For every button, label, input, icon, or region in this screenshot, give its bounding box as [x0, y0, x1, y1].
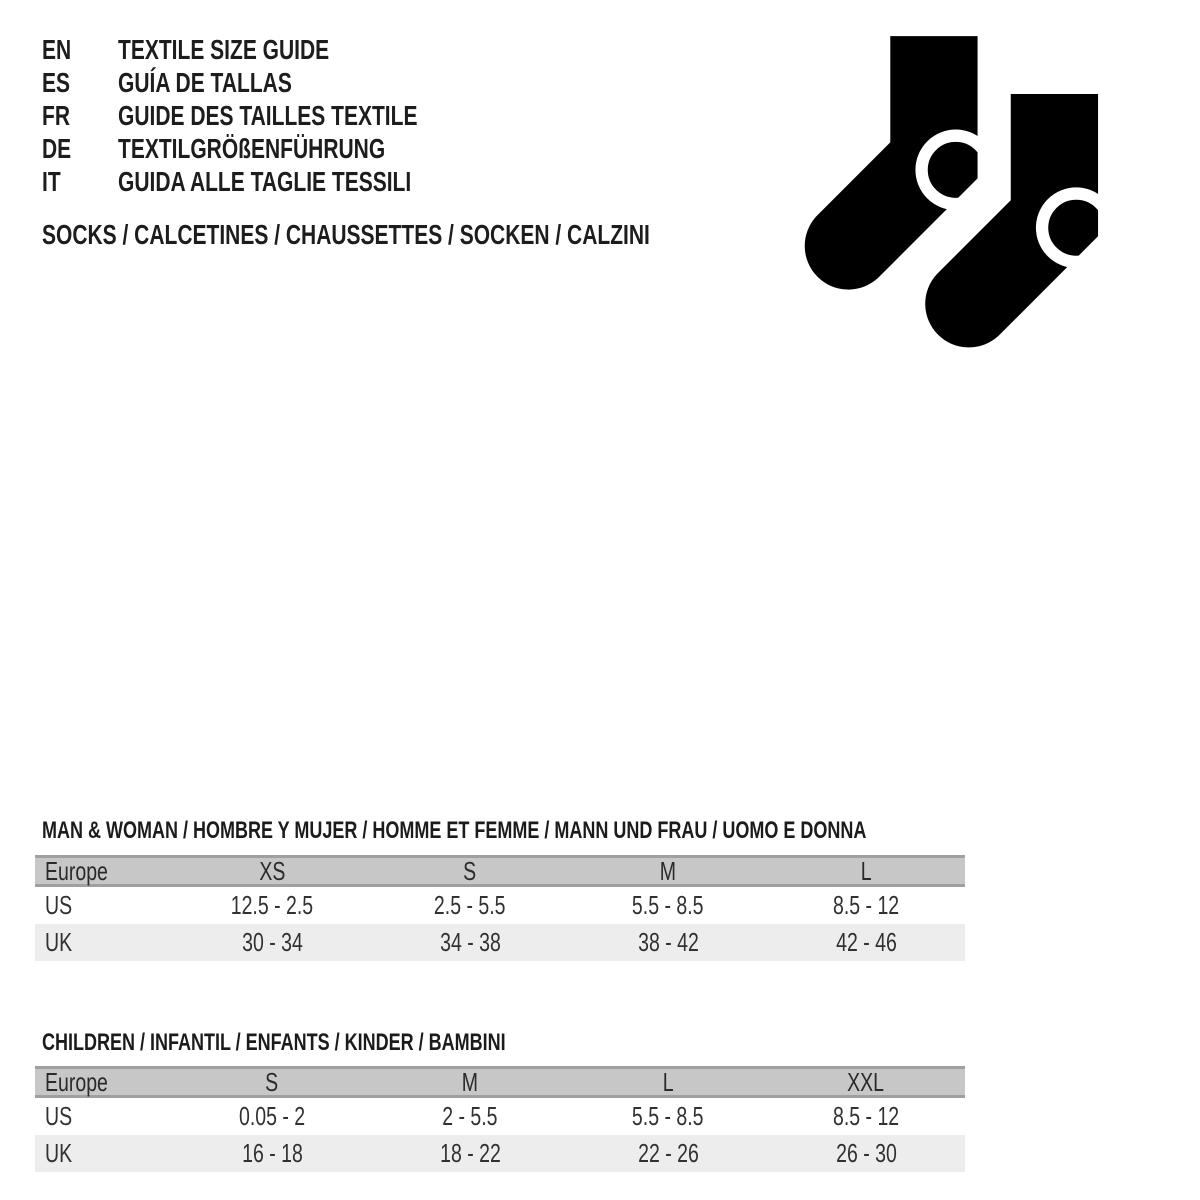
- header-cell-text: S: [265, 1066, 279, 1097]
- size-value: 26 - 30: [835, 1138, 897, 1168]
- header-cell-text: M: [461, 1066, 479, 1097]
- language-label: TEXTILE SIZE GUIDE: [118, 34, 330, 65]
- language-row-en: [42, 33, 742, 66]
- language-code: EN: [42, 34, 72, 65]
- size-cell: [767, 890, 965, 921]
- category-line-text: SOCKS / CALCETINES / CHAUSSETTES / SOCKEN / CALZINI: [42, 219, 650, 250]
- table-row-us: [35, 1098, 965, 1135]
- language-code: ES: [42, 67, 71, 98]
- size-value: 5.5 - 8.5: [632, 1101, 704, 1131]
- table-row-us: [35, 887, 965, 924]
- language-list: [42, 33, 742, 198]
- row-label-text: UK: [45, 927, 73, 957]
- language-row-es: [42, 66, 742, 99]
- header-cell-region: [35, 856, 173, 887]
- size-cell: [569, 1138, 767, 1169]
- size-value: 12.5 - 2.5: [230, 890, 314, 920]
- row-label-cell: [35, 927, 173, 958]
- size-cell: [767, 1138, 965, 1169]
- language-row-de: [42, 132, 742, 165]
- header-cell-size: [767, 1067, 965, 1098]
- header-cell-size: [569, 856, 767, 887]
- header-cell-text: XS: [258, 855, 286, 886]
- table-row-uk: [35, 1135, 965, 1172]
- row-label-text: US: [45, 1101, 73, 1131]
- size-cell: [569, 890, 767, 921]
- language-code: DE: [42, 133, 72, 164]
- table-title-children: [42, 1028, 660, 1058]
- table-header-row: [35, 1066, 965, 1098]
- header-cell-text: L: [860, 855, 872, 886]
- size-value: 2 - 5.5: [442, 1101, 498, 1131]
- row-label-cell: [35, 890, 173, 921]
- size-cell: [569, 1101, 767, 1132]
- language-code: IT: [42, 166, 61, 197]
- header-cell-size: [371, 856, 569, 887]
- size-value: 0.05 - 2: [238, 1101, 306, 1131]
- header-cell-text: XXL: [847, 1066, 885, 1097]
- header-cell-region: [35, 1067, 173, 1098]
- category-line: [42, 218, 853, 251]
- header-cell-size: [173, 856, 371, 887]
- row-label-cell: [35, 1101, 173, 1132]
- size-value: 42 - 46: [835, 927, 897, 957]
- size-value: 34 - 38: [439, 927, 501, 957]
- size-cell: [767, 927, 965, 958]
- header-cell-text: M: [659, 855, 677, 886]
- row-label-cell: [35, 1138, 173, 1169]
- row-label-text: US: [45, 890, 73, 920]
- language-code: FR: [42, 100, 70, 131]
- size-value: 5.5 - 8.5: [632, 890, 704, 920]
- row-label-text: UK: [45, 1138, 73, 1168]
- header-cell-text: L: [662, 1066, 674, 1097]
- language-row-it: [42, 165, 742, 198]
- size-cell: [371, 890, 569, 921]
- header-cell-text: Europe: [45, 855, 108, 886]
- table-title-text: MAN & WOMAN / HOMBRE Y MUJER / HOMME ET FEMME / MANN UND FRAU / UOMO E DONNA: [42, 817, 867, 844]
- size-value: 2.5 - 5.5: [434, 890, 506, 920]
- table-row-uk: [35, 924, 965, 961]
- language-row-fr: [42, 99, 742, 132]
- header-cell-size: [371, 1067, 569, 1098]
- language-label: GUIDE DES TAILLES TEXTILE: [118, 100, 418, 131]
- size-value: 30 - 34: [241, 927, 303, 957]
- size-table-children: [35, 1066, 965, 1172]
- size-cell: [371, 927, 569, 958]
- size-cell: [173, 1101, 371, 1132]
- size-value: 18 - 22: [439, 1138, 501, 1168]
- table-header-row: [35, 855, 965, 887]
- size-cell: [371, 1138, 569, 1169]
- socks-icon: [803, 36, 1099, 354]
- language-label: TEXTILGRÖßENFÜHRUNG: [118, 133, 386, 164]
- header-cell-text: Europe: [45, 1066, 108, 1097]
- table-title-man-woman: [42, 816, 1141, 846]
- language-label: GUÍA DE TALLAS: [118, 67, 292, 98]
- header-cell-size: [569, 1067, 767, 1098]
- header-cell-text: S: [463, 855, 477, 886]
- size-cell: [173, 1138, 371, 1169]
- size-value: 38 - 42: [637, 927, 699, 957]
- header-cell-size: [767, 856, 965, 887]
- size-cell: [173, 927, 371, 958]
- table-title-text: CHILDREN / INFANTIL / ENFANTS / KINDER / BAMBINI: [42, 1029, 506, 1056]
- size-value: 22 - 26: [637, 1138, 699, 1168]
- size-table-man-woman: [35, 855, 965, 961]
- language-label: GUIDA ALLE TAGLIE TESSILI: [118, 166, 412, 197]
- size-value: 16 - 18: [241, 1138, 303, 1168]
- size-cell: [371, 1101, 569, 1132]
- size-cell: [767, 1101, 965, 1132]
- size-cell: [569, 927, 767, 958]
- size-value: 8.5 - 12: [832, 1101, 900, 1131]
- header-cell-size: [173, 1067, 371, 1098]
- size-cell: [173, 890, 371, 921]
- size-value: 8.5 - 12: [832, 890, 900, 920]
